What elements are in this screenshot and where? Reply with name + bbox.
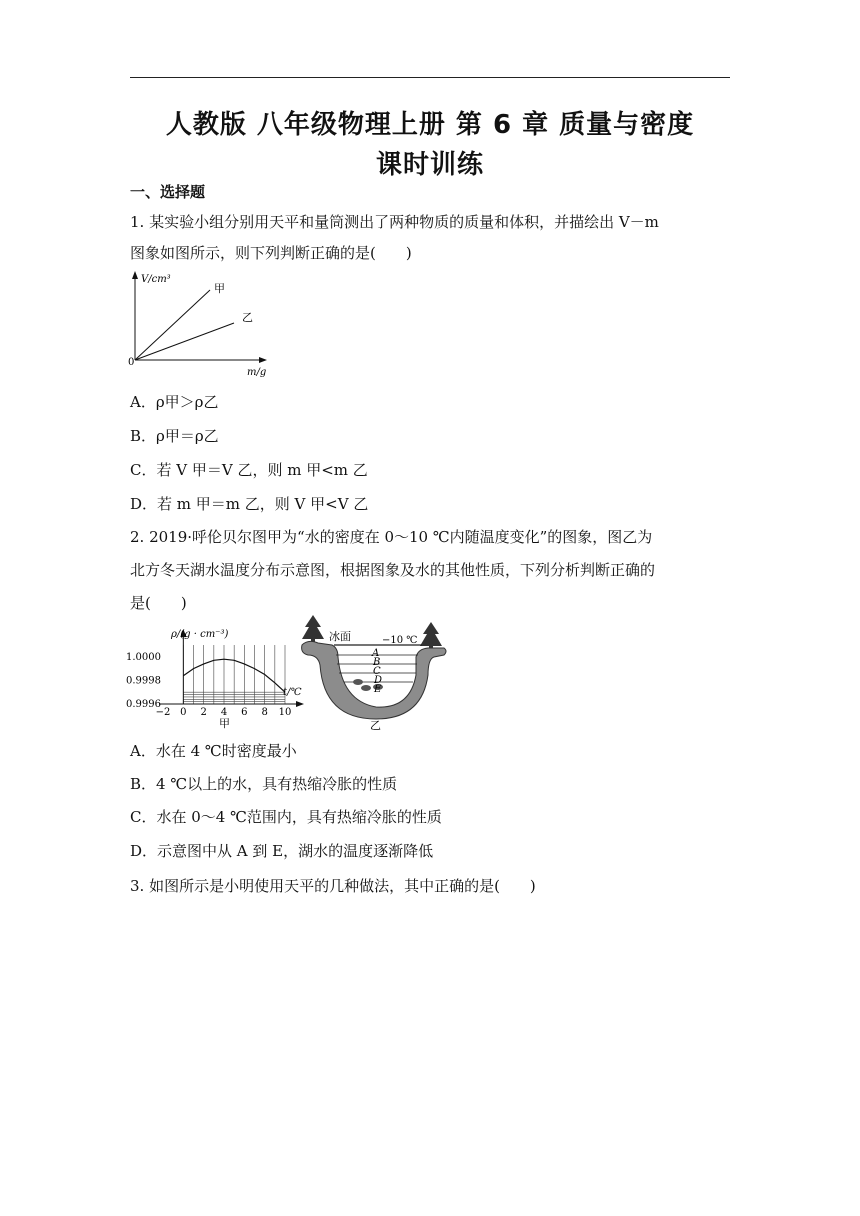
density-y-tick-label: 1.0000: [126, 651, 161, 663]
q1-y-axis-arrow: [132, 271, 138, 279]
tree-right-icon: [420, 622, 442, 651]
density-x-tick-label: 6: [241, 707, 248, 718]
q1-vm-graph: [126, 268, 276, 380]
q1-stem-line1: 1. 某实验小组分别用天平和量筒测出了两种物质的质量和体积，并描绘出 V－m: [130, 213, 659, 231]
q2-stem-line3: 是( ): [130, 594, 187, 612]
q1-line-jia: [135, 290, 210, 360]
q1-option-d: D．若 m 甲＝m 乙，则 V 甲<V 乙: [130, 495, 369, 513]
q2-option-b: B．4 ℃以上的水，具有热缩冷胀的性质: [130, 775, 398, 793]
layer-label-c: C: [373, 666, 381, 677]
q1-label-jia: 甲: [214, 282, 225, 295]
layer-label-a: A: [372, 648, 380, 659]
layer-label-b: B: [373, 657, 381, 668]
density-y-axis-label: ρ/(g · cm⁻³): [171, 629, 229, 640]
page-title: 人教版 八年级物理上册 第 6 章 质量与密度: [165, 110, 695, 140]
tree-left-icon: [302, 615, 324, 644]
density-x-tick-label: 4: [220, 707, 228, 718]
lake-diagram-caption: 乙: [370, 719, 381, 732]
q1-stem-line2: 图象如图所示，则下列判断正确的是( ): [130, 244, 412, 262]
density-x-tick-label: 0: [180, 707, 187, 718]
lake-diagram: [298, 615, 458, 733]
density-y-tick-label: 0.9998: [126, 675, 161, 687]
q1-option-c: C．若 V 甲＝V 乙，则 m 甲<m 乙: [130, 461, 368, 479]
q1-origin-label: 0: [128, 357, 135, 368]
density-x-tick-label: 8: [261, 707, 268, 718]
density-x-tick-label: −2: [155, 707, 171, 718]
layer-label-d: D: [374, 675, 383, 686]
q2-option-c: C．水在 0～4 ℃范围内，具有热缩冷胀的性质: [130, 808, 442, 826]
density-chart-caption: 甲: [219, 717, 230, 730]
density-x-tick-label: 10: [278, 707, 292, 718]
q2-stem-line1: 2. 2019·呼伦贝尔图甲为“水的密度在 0～10 ℃内随温度变化”的图象，图乙为: [130, 528, 653, 546]
q2-option-d: D．示意图中从 A 到 E，湖水的温度逐渐降低: [130, 842, 434, 860]
density-y-tick-label: 0.9996: [126, 699, 161, 710]
density-x-axis-label: t/℃: [283, 687, 302, 698]
density-chart: [125, 627, 305, 731]
ice-surface-label: 冰面: [329, 630, 351, 643]
q1-y-axis-label: V/cm³: [141, 274, 171, 285]
section-heading: 一、选择题: [130, 183, 206, 201]
header-rule: [130, 77, 730, 78]
q1-x-axis-arrow: [259, 357, 267, 363]
q1-label-yi: 乙: [242, 311, 253, 324]
q1-option-a: A．ρ甲＞ρ乙: [130, 393, 219, 411]
layer-label-e: E: [374, 684, 382, 695]
page-subtitle: 课时训练: [375, 150, 484, 180]
q2-stem-line2: 北方冬天湖水温度分布示意图，根据图象及水的其他性质，下列分析判断正确的: [130, 561, 656, 579]
q1-option-b: B．ρ甲＝ρ乙: [130, 427, 219, 445]
q1-x-axis-label: m/g: [247, 367, 267, 378]
q1-line-yi: [135, 323, 234, 360]
air-temp-label: −10 ℃: [382, 635, 418, 646]
q3-stem-line1: 3. 如图所示是小明使用天平的几种做法，其中正确的是( ): [130, 877, 536, 895]
density-x-tick-label: 2: [200, 707, 207, 718]
q2-option-a: A．水在 4 ℃时密度最小: [130, 742, 297, 760]
